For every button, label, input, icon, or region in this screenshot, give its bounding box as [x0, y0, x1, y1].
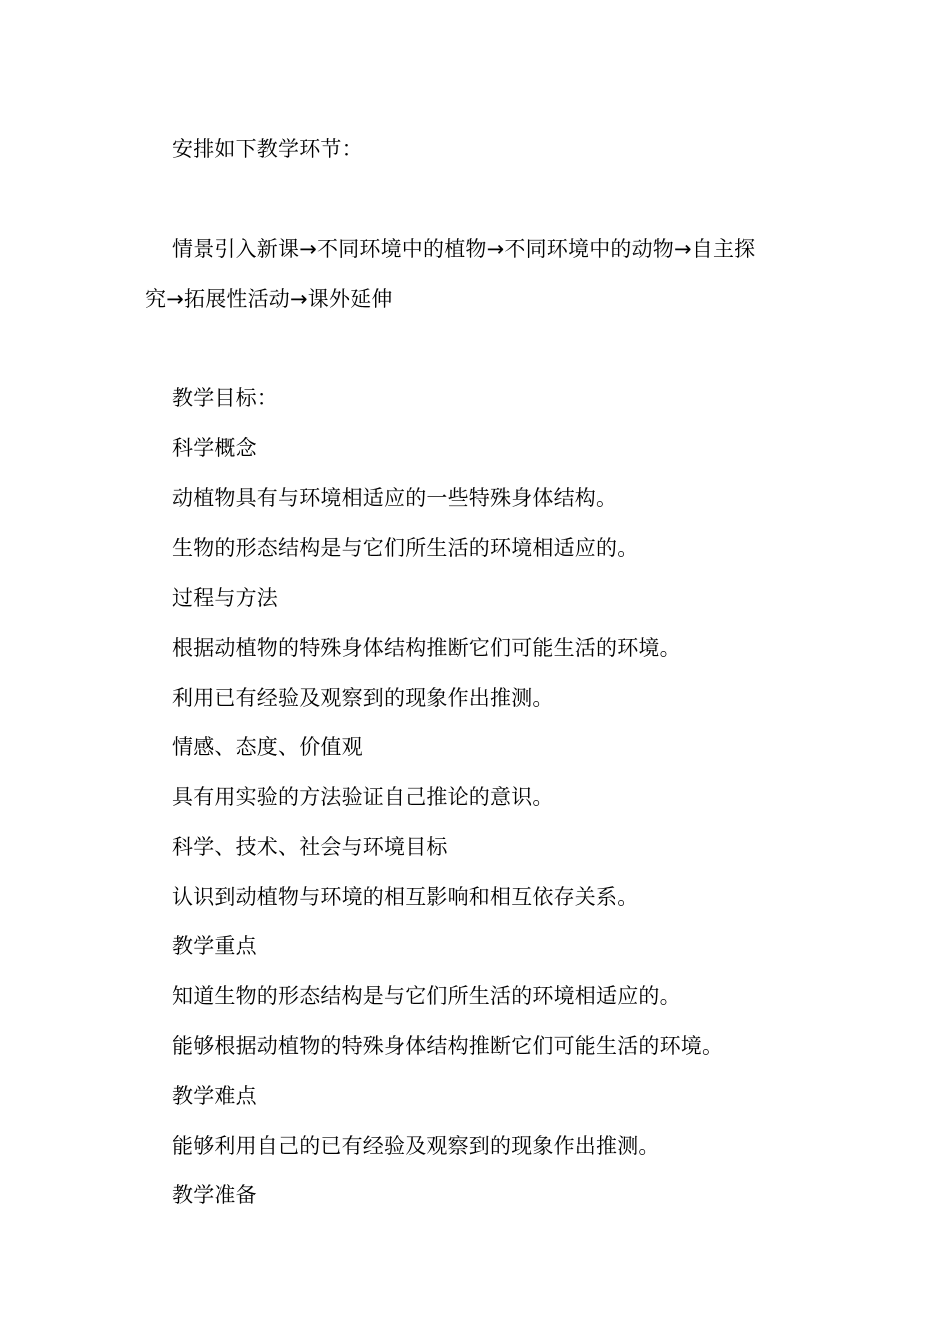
difficulty-item-1: 能够利用自己的已有经验及观察到的现象作出推测。 [172, 1134, 660, 1158]
objectives-heading: 教学目标： [172, 386, 278, 410]
concept-item-1: 动植物具有与环境相适应的一些特殊身体结构。 [172, 486, 618, 510]
key-point-item-1: 知道生物的形态结构是与它们所生活的环境相适应的。 [172, 984, 681, 1008]
flow-line-2: 究→拓展性活动→课外延伸 [145, 287, 393, 311]
concept-heading: 科学概念 [172, 436, 257, 460]
concept-item-2: 生物的形态结构是与它们所生活的环境相适应的。 [172, 536, 639, 560]
process-item-1: 根据动植物的特殊身体结构推断它们可能生活的环境。 [172, 636, 681, 660]
sts-heading: 科学、技术、社会与环境目标 [172, 835, 448, 859]
arrangement-heading: 安排如下教学环节： [172, 137, 363, 161]
attitude-item-1: 具有用实验的方法验证自己推论的意识。 [172, 785, 554, 809]
process-heading: 过程与方法 [172, 586, 278, 610]
key-point-item-2: 能够根据动植物的特殊身体结构推断它们可能生活的环境。 [172, 1034, 724, 1058]
sts-item-1: 认识到动植物与环境的相互影响和相互依存关系。 [172, 885, 639, 909]
process-item-2: 利用已有经验及观察到的现象作出推测。 [172, 686, 554, 710]
difficulty-heading: 教学难点 [172, 1084, 257, 1108]
attitude-heading: 情感、态度、价值观 [172, 735, 363, 759]
preparation-heading: 教学准备 [172, 1183, 257, 1207]
key-points-heading: 教学重点 [172, 934, 257, 958]
flow-line-1: 情景引入新课→不同环境中的植物→不同环境中的动物→自主探 [172, 237, 756, 261]
